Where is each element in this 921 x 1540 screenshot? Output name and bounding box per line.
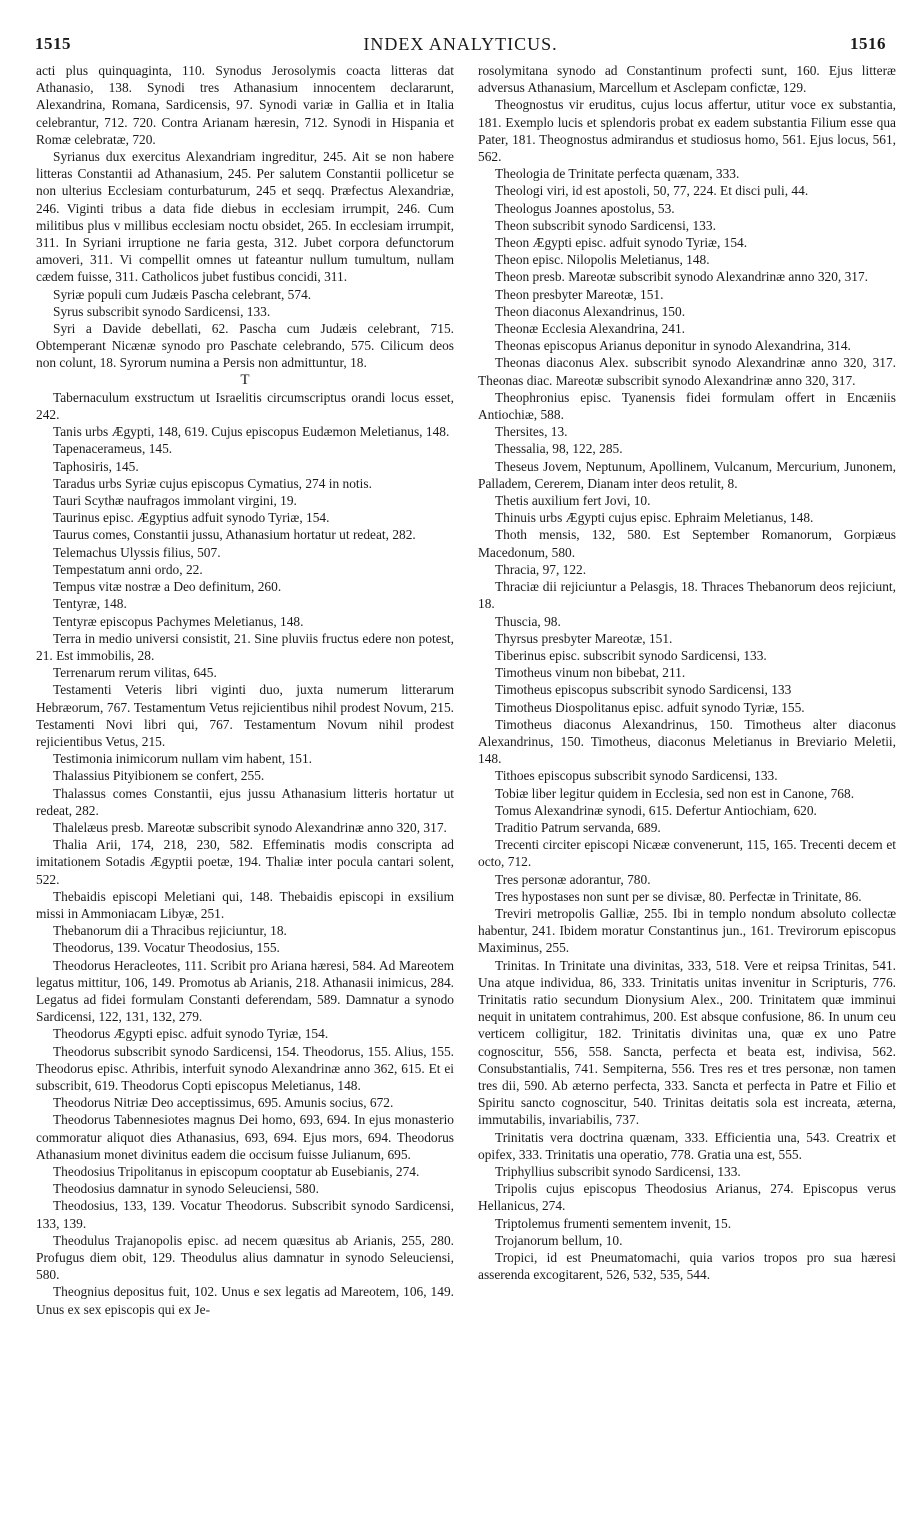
page-number-left: 1515 [35, 34, 71, 53]
index-entry: Triphyllius subscribit synodo Sardicensi, 133. [495, 1164, 741, 1179]
left-column [36, 62, 454, 1318]
index-entry: Thalia Arii, 174, 218, 230, 582. Effeminatis modis conscripta ad imitationem Sotadis Ægyptii poetæ, 194. Thaliæ inter pocula cantari solent, 522. [36, 837, 454, 887]
index-entry: Tempestatum anni ordo, 22. [53, 561, 203, 577]
index-entry: Trinitatis vera doctrina quænam, 333. Efficientia una, 543. Creatrix et opifex, 333. Trinitatis una operatio, 778. Gratia una est, 555. [478, 1129, 896, 1162]
index-entry: Theologia de Trinitate perfecta quænam, 333. [495, 166, 740, 182]
index-entry: rosolymitana synodo ad Constantinum profecti sunt, 160. Ejus litteræ adversus Athanasium, Marcellum et Asclepam confictæ, 129. [478, 63, 896, 96]
index-entry: Theodorus Nitriæ Deo acceptissimus, 695. Amunis socius, 672. [53, 1095, 394, 1111]
index-entry: Taurinus episc. Ægyptius adfuit synodo Tyriæ, 154. [53, 510, 330, 526]
index-entry: Thetis auxilium fert Jovi, 10. [495, 493, 651, 509]
index-entry: Tres personæ adorantur, 780. [495, 871, 651, 887]
index-entry: Tripolis cujus episcopus Theodosius Arianus, 274. Episcopus verus Hellanicus, 274. [478, 1181, 896, 1214]
running-title: INDEX ANALYTICUS. [363, 34, 558, 54]
index-entry: Tomus Alexandrinæ synodi, 615. Defertur Antiochiam, 620. [495, 802, 817, 818]
index-entry: Treviri metropolis Galliæ, 255. Ibi in templo nondum absoluto collectæ habentur, 241. Ibidem moratur Constantinus jun., 161. Trevirorum episcopus Maximinus, 255. [478, 905, 896, 956]
index-entry: Thalelæus presb. Mareotæ subscribit synodo Alexandrinæ anno 320, 317. [53, 819, 447, 835]
index-entry: Theon diaconus Alexandrinus, 150. [495, 303, 686, 319]
index-entry: Tiberinus episc. subscribit synodo Sardicensi, 133. [495, 647, 767, 663]
index-entry: Thalassius Pityibionem se confert, 255. [53, 768, 265, 784]
index-entry: Syri a Davide debellati, 62. Pascha cum Judæis celebrant, 715. Obtemperant Nicænæ synodo pro Paschate celebrando, 575. Cilicum deos non colunt, 18. Syrorum numina a Persis non admittuntur, 18. [36, 321, 454, 371]
index-entry: Theologi viri, id est apostoli, 50, 77, 224. Et disci puli, 44. [495, 183, 809, 199]
index-entry: Theon subscribit synodo Sardicensi, 133. [495, 217, 716, 233]
index-entry: Theodosius, 133, 139. Vocatur Theodorus. Subscribit synodo Sardicensi, 133, 139. [36, 1198, 454, 1231]
index-entry: Theodorus Tabennesiotes magnus Dei homo, 693, 694. In ejus monasterio commoratur aliquot dies Athanasius, 693, 694. Ejus mors, 694. Theodorus Athanasium monet divinitus eadem die occisum fuisse Julianum, 695. [36, 1112, 454, 1162]
index-entry: Theodosius damnatur in synodo Seleuciensi, 580. [53, 1181, 319, 1197]
index-entry: Timotheus diaconus Alexandrinus, 150. Timotheus alter diaconus Alexandrinus, 150. Timotheus, diaconus Meletianus in Breviario Meletii, 148. [478, 716, 896, 767]
index-entry: Triptolemus frumenti sementem invenit, 15. [495, 1215, 732, 1231]
index-entry: Tres hypostases non sunt per se divisæ, 80. Perfectæ in Trinitate, 86. [495, 888, 862, 904]
index-entry: Tapenacerameus, 145. [53, 441, 173, 457]
index-entry: Theon presb. Mareotæ subscribit synodo Alexandrinæ anno 320, 317. [495, 269, 869, 285]
index-entry: Theonas diaconus Alex. subscribit synodo Alexandrinæ anno 320, 317. Theonas diac. Mareotæ subscribit synodo Alexandrinæ anno 320, 317. [478, 355, 896, 388]
index-entry: Theodorus Ægypti episc. adfuit synodo Tyriæ, 154. [53, 1026, 329, 1042]
index-entry: Tanis urbs Ægypti, 148, 619. Cujus episcopus Eudæmon Meletianus, 148. [53, 424, 450, 440]
index-entry: Theophronius episc. Tyanensis fidei formulam offert in Encæniis Antiochiæ, 588. [478, 389, 896, 423]
index-entry: Thalassus comes Constantii, ejus jussu Athanasium litteris hortatur ut redeat, 282. [36, 785, 454, 818]
right-column [478, 62, 896, 1283]
index-entry: Thraciæ dii rejiciuntur a Pelasgis, 18. Thraces Thebanorum deos rejiciunt, 18. [478, 579, 896, 612]
index-entry: Tropici, id est Pneumatomachi, quia varios tropos pro sua hæresi asserenda excogitarent, 526, 532, 535, 544. [478, 1250, 896, 1283]
page-number-right: 1516 [850, 34, 886, 53]
index-entry: Theodorus Heracleotes, 111. Scribit pro Ariana hæresi, 584. Ad Mareotem legatus mittitur, 106, 149. Promotus ab Arianis, 218. Athanasii inimicus, 284. Legatus ad fidei formulam Constanti deferendam, 589. Damnatur a synodo Sardicensi, 122, 131, 132, 279. [36, 957, 454, 1025]
index-entry: Terrenarum rerum vilitas, 645. [53, 665, 217, 681]
index-entry: Tentyræ, 148. [53, 596, 127, 612]
index-entry: Thyrsus presbyter Mareotæ, 151. [495, 630, 673, 646]
index-entry: Theologus Joannes apostolus, 53. [495, 200, 675, 216]
index-entry: Timotheus vinum non bibebat, 211. [495, 665, 686, 681]
index-entry: Thoth mensis, 132, 580. Est September Romanorum, Gorpiæus Macedonum, 580. [478, 527, 896, 560]
index-entry: Syrianus dux exercitus Alexandriam ingreditur, 245. Ait se non habere litteras Constantii ad Athanasium, 245. Per salutem Constantii pollicetur se non ulterius Ecclesiam conturbaturum, 245 et seqq. Præfectus Alexandriæ, 246. Viginti tribus a data fide diebus in ecclesiam irrumpit, 246. Cum militibus plus v millibus ecclesiam noctu obsidet, 265. In ecclesiam irrumpit, 311. In Syriani irruptione ne faria gesta, 312. Jubet corpora defunctorum amoveri, 311. Vi compellit omnes ut fateantur nullum tumultum, nullam cædem fuisse, 311. Catholicos jubet fustibus concidi, 311. [36, 149, 454, 285]
index-entry: Thracia, 97, 122. [495, 561, 587, 577]
index-entry: Testamenti Veteris libri viginti duo, juxta numerum litterarum Hebræorum, 767. Testamentum Vetus rejicientibus nihil prodest Novum, 215. Testamenti Novi libri qui, 767. Testamentum Novum nihil prodest rejicientibus Vetus, 215. [36, 682, 454, 749]
index-entry: Tentyræ episcopus Pachymes Meletianus, 148. [53, 613, 304, 629]
index-entry: Tithoes episcopus subscribit synodo Sardicensi, 133. [495, 768, 778, 784]
index-entry: Theon episc. Nilopolis Meletianus, 148. [495, 252, 710, 268]
index-entry: Tabernaculum exstructum ut Israelitis circumscriptus orandi locus esset, 242. [36, 389, 454, 423]
index-entry: Theodosius Tripolitanus in episcopum cooptatur ab Eusebianis, 274. [53, 1164, 420, 1179]
index-entry: Theognius depositus fuit, 102. Unus e sex legatis ad Mareotem, 106, 149. Unus ex sex episcopis qui ex Je- [36, 1284, 454, 1317]
page-header [35, 34, 886, 56]
index-entry: Theonas episcopus Arianus deponitur in synodo Alexandrina, 314. [495, 338, 851, 354]
index-entry: Thessalia, 98, 122, 285. [495, 441, 623, 457]
index-entry: Terra in medio universi consistit, 21. Sine pluviis fructus edere non potest, 21. Est immobilis, 28. [36, 630, 454, 663]
index-entry: Theodulus Trajanopolis episc. ad necem quæsitus ab Arianis, 255, 280. Profugus diem obit, 129. Theodulus alius damnatur in synodo Seleuciensi, 580. [36, 1232, 454, 1283]
index-entry: Testimonia inimicorum nullam vim habent, 151. [53, 751, 313, 767]
index-entry: Taurus comes, Constantii jussu, Athanasium hortatur ut redeat, 282. [53, 527, 416, 543]
index-entry: Syrus subscribit synodo Sardicensi, 133. [53, 303, 271, 319]
index-entry: Taradus urbs Syriæ cujus episcopus Cymatius, 274 in notis. [53, 475, 372, 491]
index-entry: Theon Ægypti episc. adfuit synodo Tyriæ, 154. [495, 235, 748, 251]
index-entry: Theognostus vir eruditus, cujus locus affertur, utitur voce ex substantia, 181. Exemplo lucis et splendoris probat ex eadem substantia Filium esse qua Pater, 181. Theognostus admirandus et studiosus homo, 561. Ejus locus, 561, 562. [478, 97, 896, 165]
index-entry: Timotheus Diospolitanus episc. adfuit synodo Tyriæ, 155. [495, 699, 805, 715]
index-entry: Thinuis urbs Ægypti cujus episc. Ephraim Meletianus, 148. [495, 510, 814, 526]
index-entry: Tauri Scythæ naufragos immolant virgini, 19. [53, 493, 297, 509]
index-entry: Taphosiris, 145. [53, 458, 139, 474]
index-entry: Trinitas. In Trinitate una divinitas, 333, 518. Vere et reipsa Trinitas, 541. Una atque individua, 86, 333. Trinitatis unitas invenitur in Scripturis, 776. Trinitatis ratio secundum Dionysium Alex., 200. Trinitatem quæ imminui nequit in unitatem contrahimus, 200. Est absque confusione, 86. In unum ceu verticem colligitur, 182. Trinitatis divinitas una, quæ ex uno Patre cognoscitur, 556, 558. Sancta, perfecta et beata est, indivisa, 562. Consubstantialis, 741. Sempiterna, 556. Tres res et tres personæ, non tamen tres dii, 590. Ab æterno perfecta, 333. Sancta et perfecta in Patre et Filio et Spiritu sancto cognoscitur, 540. Trinitas deitatis sola est increata, æterna, immutabilis, invariabilis, 737. [478, 957, 896, 1128]
index-entry: Thebanorum dii a Thracibus rejiciuntur, 18. [53, 923, 287, 939]
index-entry: Theon presbyter Mareotæ, 151. [495, 286, 664, 302]
index-entry: Thuscia, 98. [495, 613, 561, 629]
index-entry: Thersites, 13. [495, 424, 568, 440]
index-entry: Theodorus, 139. Vocatur Theodosius, 155. [53, 940, 280, 956]
index-entry: Tobiæ liber legitur quidem in Ecclesia, sed non est in Canone, 768. [495, 785, 855, 801]
index-entry: Syriæ populi cum Judæis Pascha celebrant, 574. [53, 286, 312, 302]
index-entry: Thebaidis episcopi Meletiani qui, 148. Thebaidis episcopi in exsilium missi in Ammoniacam Libyæ, 251. [36, 888, 454, 921]
index-entry: Theseus Jovem, Neptunum, Apollinem, Vulcanum, Mercurium, Junonem, Palladem, Cererem, Dianam inter deos retulit, 8. [478, 458, 896, 491]
index-entry: Theodorus subscribit synodo Sardicensi, 154. Theodorus, 155. Alius, 155. Theodorus episc. Athribis, interfuit synodo Alexandrinæ anno 362, 615. Et ei subscribit, 619. Theodorus Copti episcopus Meletianus, 148. [36, 1043, 454, 1093]
index-entry: Tempus vitæ nostræ a Deo definitum, 260. [53, 579, 282, 595]
index-entry: Timotheus episcopus subscribit synodo Sardicensi, 133 [495, 682, 792, 698]
index-entry: acti plus quinquaginta, 110. Synodus Jerosolymis coacta litteras dat Athanasio, 138. Synodi tres Athanasium innocentem declararunt, Alexandrina, Romana, Sardicensis, 97. Synodi variæ in Gallia et in Italia celebrantur, 712. 720. Contra Arianam hæresin, 712. Synodi in Hispania et Romæ celebratæ, 720. [36, 63, 454, 147]
section-letter: T [240, 371, 250, 388]
index-entry: Trojanorum bellum, 10. [495, 1232, 623, 1248]
index-entry: Trecenti circiter episcopi Nicææ convenerunt, 115, 165. Trecenti decem et octo, 712. [478, 837, 896, 870]
index-entry: Theonæ Ecclesia Alexandrina, 241. [495, 321, 686, 337]
index-entry: Traditio Patrum servanda, 689. [495, 819, 661, 835]
index-entry: Telemachus Ulyssis filius, 507. [53, 544, 221, 560]
